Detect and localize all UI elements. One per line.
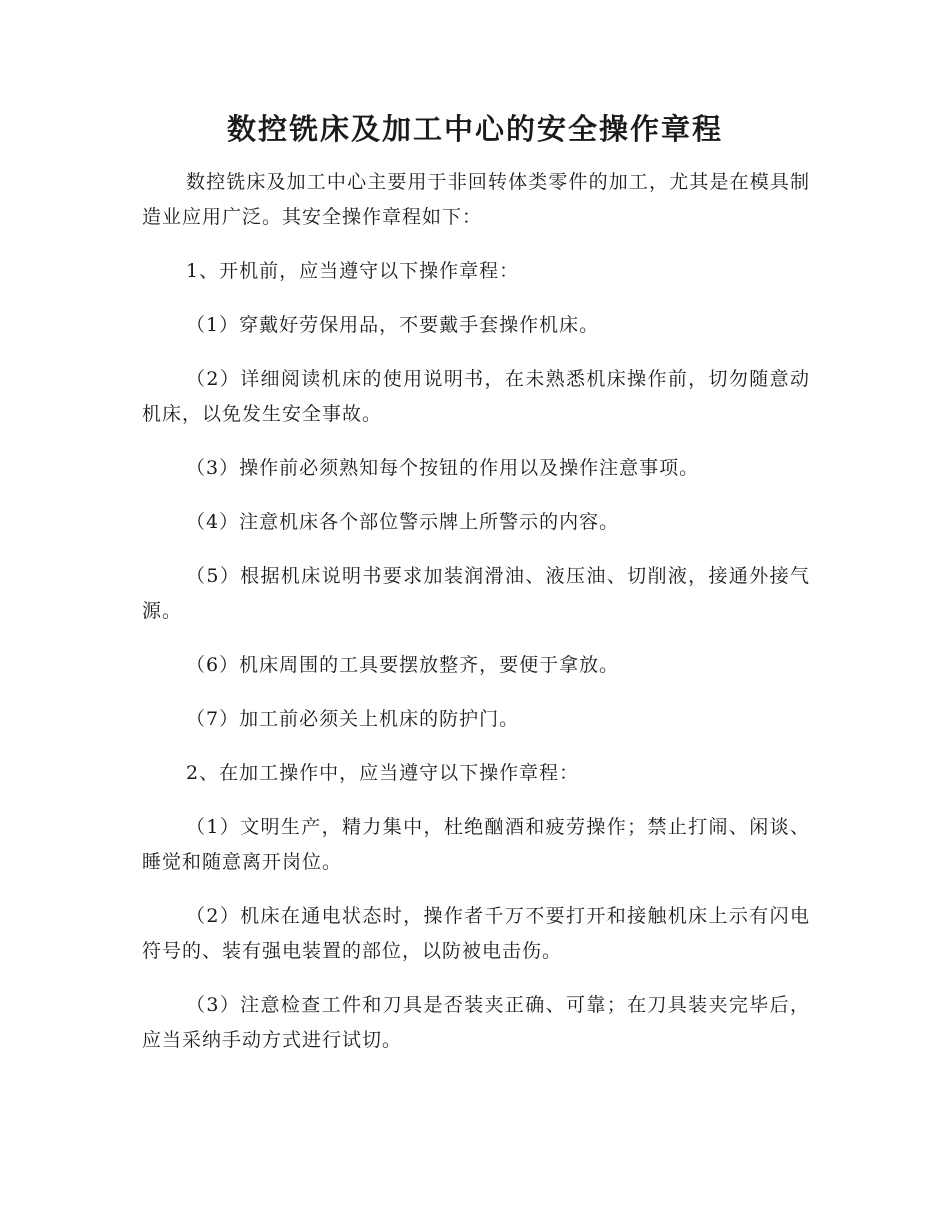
rule-item: （7）加工前必须关上机床的防护门。 — [186, 708, 520, 730]
rule-item: （1）文明生产，精力集中，杜绝酗酒和疲劳操作；禁止打闹、闲谈、睡觉和随意离开岗位。 — [142, 816, 810, 873]
document-body — [142, 165, 810, 1077]
rule-item: （5）根据机床说明书要求加装润滑油、液压油、切削液，接通外接气源。 — [142, 565, 810, 622]
rule-item: （6）机床周围的工具要摆放整齐，要便于拿放。 — [186, 654, 620, 676]
intro-paragraph: 数控铣床及加工中心主要用于非回转体类零件的加工，尤其是在模具制造业应用广泛。其安全操作章程如下： — [142, 171, 810, 228]
rule-item: （3）操作前必须熟知每个按钮的作用以及操作注意事项。 — [186, 457, 700, 479]
section-heading-before-start: 1、开机前，应当遵守以下操作章程： — [186, 260, 520, 282]
rule-item: （4）注意机床各个部位警示牌上所警示的内容。 — [186, 511, 620, 533]
rule-item: （3）注意检查工件和刀具是否装夹正确、可靠；在刀具装夹完毕后，应当采纳手动方式进行试切。 — [142, 994, 810, 1051]
rule-item: （1）穿戴好劳保用品，不要戴手套操作机床。 — [186, 314, 600, 336]
section-heading-during-operation: 2、在加工操作中，应当遵守以下操作章程： — [186, 762, 580, 784]
document-title: 数控铣床及加工中心的安全操作章程 — [226, 112, 723, 146]
rule-item: （2）详细阅读机床的使用说明书，在未熟悉机床操作前，切勿随意动机床，以免发生安全事故。 — [142, 368, 810, 425]
rule-item: （2）机床在通电状态时，操作者千万不要打开和接触机床上示有闪电符号的、装有强电装置的部位，以防被电击伤。 — [142, 905, 810, 962]
